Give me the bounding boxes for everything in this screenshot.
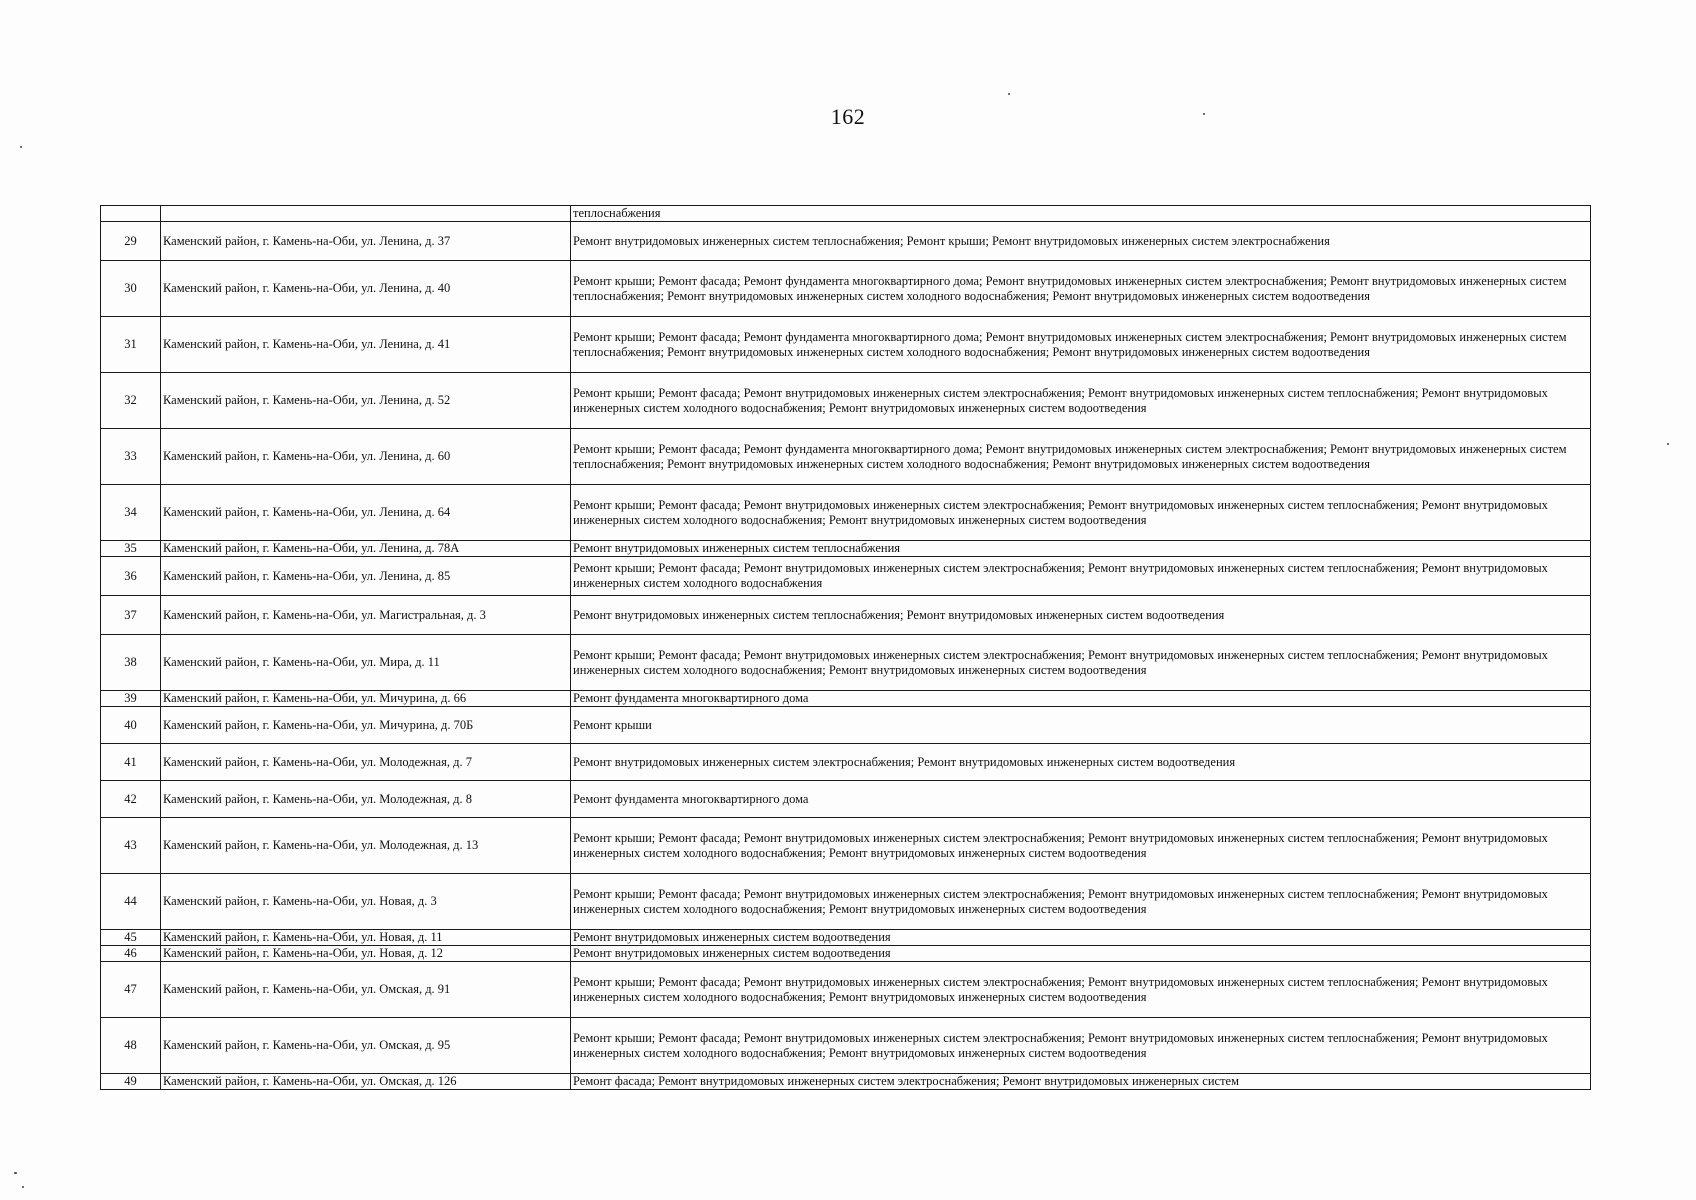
address-cell: Каменский район, г. Камень-на-Оби, ул. Ленина, д. 64	[161, 485, 571, 541]
works-cell: Ремонт крыши; Ремонт фасада; Ремонт фундамента многоквартирного дома; Ремонт внутридомовых инженерных систем электроснабжения; Ремонт внутридомовых инженерных систем теплоснабжения; Ремонт внутридомовых инженерных систем холодного водоснабжения; Ремонт внутридомовых инженерных систем водоотведения	[571, 261, 1591, 317]
table-row	[101, 541, 1591, 557]
address-cell: Каменский район, г. Камень-на-Оби, ул. Магистральная, д. 3	[161, 596, 571, 635]
address-cell: Каменский район, г. Камень-на-Оби, ул. Ленина, д. 37	[161, 222, 571, 261]
address-cell: Каменский район, г. Камень-на-Оби, ул. Мичурина, д. 66	[161, 691, 571, 707]
scan-speck	[1203, 113, 1205, 115]
row-number-cell: 34	[101, 485, 161, 541]
works-cell: Ремонт внутридомовых инженерных систем теплоснабжения; Ремонт крыши; Ремонт внутридомовых инженерных систем электроснабжения	[571, 222, 1591, 261]
works-cell: Ремонт фундамента многоквартирного дома	[571, 781, 1591, 818]
works-cell: теплоснабжения	[571, 206, 1591, 222]
table-body	[101, 206, 1591, 1090]
row-number-cell: 32	[101, 373, 161, 429]
row-number-cell: 36	[101, 557, 161, 596]
row-number-cell: 44	[101, 874, 161, 930]
row-number-cell: 45	[101, 930, 161, 946]
scan-speck	[1008, 93, 1010, 95]
address-cell: Каменский район, г. Камень-на-Оби, ул. Молодежная, д. 13	[161, 818, 571, 874]
address-cell: Каменский район, г. Камень-на-Оби, ул. Ленина, д. 40	[161, 261, 571, 317]
table-row	[101, 781, 1591, 818]
works-cell: Ремонт крыши; Ремонт фасада; Ремонт фундамента многоквартирного дома; Ремонт внутридомовых инженерных систем электроснабжения; Ремонт внутридомовых инженерных систем теплоснабжения; Ремонт внутридомовых инженерных систем холодного водоснабжения; Ремонт внутридомовых инженерных систем водоотведения	[571, 317, 1591, 373]
works-cell: Ремонт крыши	[571, 707, 1591, 744]
table-row	[101, 818, 1591, 874]
row-number-cell: 41	[101, 744, 161, 781]
works-cell: Ремонт крыши; Ремонт фасада; Ремонт внутридомовых инженерных систем электроснабжения; Ремонт внутридомовых инженерных систем теплоснабжения; Ремонт внутридомовых инженерных систем холодного водоснабжения	[571, 557, 1591, 596]
table-row	[101, 946, 1591, 962]
table-row	[101, 206, 1591, 222]
works-cell: Ремонт крыши; Ремонт фасада; Ремонт внутридомовых инженерных систем электроснабжения; Ремонт внутридомовых инженерных систем теплоснабжения; Ремонт внутридомовых инженерных систем холодного водоснабжения; Ремонт внутридомовых инженерных систем водоотведения	[571, 635, 1591, 691]
table-row	[101, 261, 1591, 317]
row-number-cell: 38	[101, 635, 161, 691]
works-cell: Ремонт крыши; Ремонт фасада; Ремонт внутридомовых инженерных систем электроснабжения; Ремонт внутридомовых инженерных систем теплоснабжения; Ремонт внутридомовых инженерных систем холодного водоснабжения; Ремонт внутридомовых инженерных систем водоотведения	[571, 373, 1591, 429]
address-cell: Каменский район, г. Камень-на-Оби, ул. Ленина, д. 78А	[161, 541, 571, 557]
row-number-cell: 47	[101, 962, 161, 1018]
table-row	[101, 557, 1591, 596]
table-row	[101, 317, 1591, 373]
row-number-cell: 37	[101, 596, 161, 635]
address-cell: Каменский район, г. Камень-на-Оби, ул. Ленина, д. 60	[161, 429, 571, 485]
scan-speck	[20, 146, 22, 148]
address-cell: Каменский район, г. Камень-на-Оби, ул. Новая, д. 12	[161, 946, 571, 962]
address-cell: Каменский район, г. Камень-на-Оби, ул. Ленина, д. 41	[161, 317, 571, 373]
houses-table	[100, 205, 1591, 1090]
page-number: 162	[830, 104, 866, 129]
address-cell: Каменский район, г. Камень-на-Оби, ул. Мичурина, д. 70Б	[161, 707, 571, 744]
scan-speck	[1667, 443, 1669, 445]
table-row	[101, 874, 1591, 930]
address-cell: Каменский район, г. Камень-на-Оби, ул. Мира, д. 11	[161, 635, 571, 691]
address-cell: Каменский район, г. Камень-на-Оби, ул. Омская, д. 126	[161, 1074, 571, 1090]
table-row	[101, 373, 1591, 429]
table-row	[101, 1074, 1591, 1090]
row-number-cell: 31	[101, 317, 161, 373]
works-cell: Ремонт крыши; Ремонт фасада; Ремонт внутридомовых инженерных систем электроснабжения; Ремонт внутридомовых инженерных систем теплоснабжения; Ремонт внутридомовых инженерных систем холодного водоснабжения; Ремонт внутридомовых инженерных систем водоотведения	[571, 962, 1591, 1018]
row-number-cell: 49	[101, 1074, 161, 1090]
works-cell: Ремонт внутридомовых инженерных систем водоотведения	[571, 930, 1591, 946]
row-number-cell: 43	[101, 818, 161, 874]
address-cell: Каменский район, г. Камень-на-Оби, ул. Новая, д. 3	[161, 874, 571, 930]
address-cell: Каменский район, г. Камень-на-Оби, ул. Новая, д. 11	[161, 930, 571, 946]
table-row	[101, 707, 1591, 744]
works-cell: Ремонт крыши; Ремонт фасада; Ремонт фундамента многоквартирного дома; Ремонт внутридомовых инженерных систем электроснабжения; Ремонт внутридомовых инженерных систем теплоснабжения; Ремонт внутридомовых инженерных систем холодного водоснабжения; Ремонт внутридомовых инженерных систем водоотведения	[571, 429, 1591, 485]
row-number-cell: 33	[101, 429, 161, 485]
row-number-cell: 39	[101, 691, 161, 707]
table-row	[101, 429, 1591, 485]
table-row	[101, 744, 1591, 781]
address-cell: Каменский район, г. Камень-на-Оби, ул. Молодежная, д. 8	[161, 781, 571, 818]
row-number-cell: 46	[101, 946, 161, 962]
address-cell: Каменский район, г. Камень-на-Оби, ул. Молодежная, д. 7	[161, 744, 571, 781]
table-row	[101, 691, 1591, 707]
row-number-cell: 29	[101, 222, 161, 261]
works-cell: Ремонт крыши; Ремонт фасада; Ремонт внутридомовых инженерных систем электроснабжения; Ремонт внутридомовых инженерных систем теплоснабжения; Ремонт внутридомовых инженерных систем холодного водоснабжения; Ремонт внутридомовых инженерных систем водоотведения	[571, 818, 1591, 874]
table-row	[101, 962, 1591, 1018]
works-cell: Ремонт внутридомовых инженерных систем теплоснабжения; Ремонт внутридомовых инженерных систем водоотведения	[571, 596, 1591, 635]
table-row	[101, 1018, 1591, 1074]
table-row	[101, 596, 1591, 635]
row-number-cell	[101, 206, 161, 222]
table-row	[101, 485, 1591, 541]
address-cell: Каменский район, г. Камень-на-Оби, ул. Ленина, д. 52	[161, 373, 571, 429]
address-cell	[161, 206, 571, 222]
address-cell: Каменский район, г. Камень-на-Оби, ул. Ленина, д. 85	[161, 557, 571, 596]
table-row	[101, 930, 1591, 946]
works-cell: Ремонт крыши; Ремонт фасада; Ремонт внутридомовых инженерных систем электроснабжения; Ремонт внутридомовых инженерных систем теплоснабжения; Ремонт внутридомовых инженерных систем холодного водоснабжения; Ремонт внутридомовых инженерных систем водоотведения	[571, 874, 1591, 930]
scan-speck	[14, 1172, 17, 1174]
works-cell: Ремонт крыши; Ремонт фасада; Ремонт внутридомовых инженерных систем электроснабжения; Ремонт внутридомовых инженерных систем теплоснабжения; Ремонт внутридомовых инженерных систем холодного водоснабжения; Ремонт внутридомовых инженерных систем водоотведения	[571, 1018, 1591, 1074]
scan-speck	[22, 1186, 24, 1188]
row-number-cell: 35	[101, 541, 161, 557]
works-cell: Ремонт внутридомовых инженерных систем электроснабжения; Ремонт внутридомовых инженерных систем водоотведения	[571, 744, 1591, 781]
address-cell: Каменский район, г. Камень-на-Оби, ул. Омская, д. 91	[161, 962, 571, 1018]
works-cell: Ремонт внутридомовых инженерных систем теплоснабжения	[571, 541, 1591, 557]
row-number-cell: 42	[101, 781, 161, 818]
row-number-cell: 30	[101, 261, 161, 317]
works-cell: Ремонт внутридомовых инженерных систем водоотведения	[571, 946, 1591, 962]
table-row	[101, 222, 1591, 261]
works-cell: Ремонт фундамента многоквартирного дома	[571, 691, 1591, 707]
table-row	[101, 635, 1591, 691]
works-cell: Ремонт крыши; Ремонт фасада; Ремонт внутридомовых инженерных систем электроснабжения; Ремонт внутридомовых инженерных систем теплоснабжения; Ремонт внутридомовых инженерных систем холодного водоснабжения; Ремонт внутридомовых инженерных систем водоотведения	[571, 485, 1591, 541]
works-cell: Ремонт фасада; Ремонт внутридомовых инженерных систем электроснабжения; Ремонт внутридомовых инженерных систем	[571, 1074, 1591, 1090]
row-number-cell: 48	[101, 1018, 161, 1074]
address-cell: Каменский район, г. Камень-на-Оби, ул. Омская, д. 95	[161, 1018, 571, 1074]
row-number-cell: 40	[101, 707, 161, 744]
